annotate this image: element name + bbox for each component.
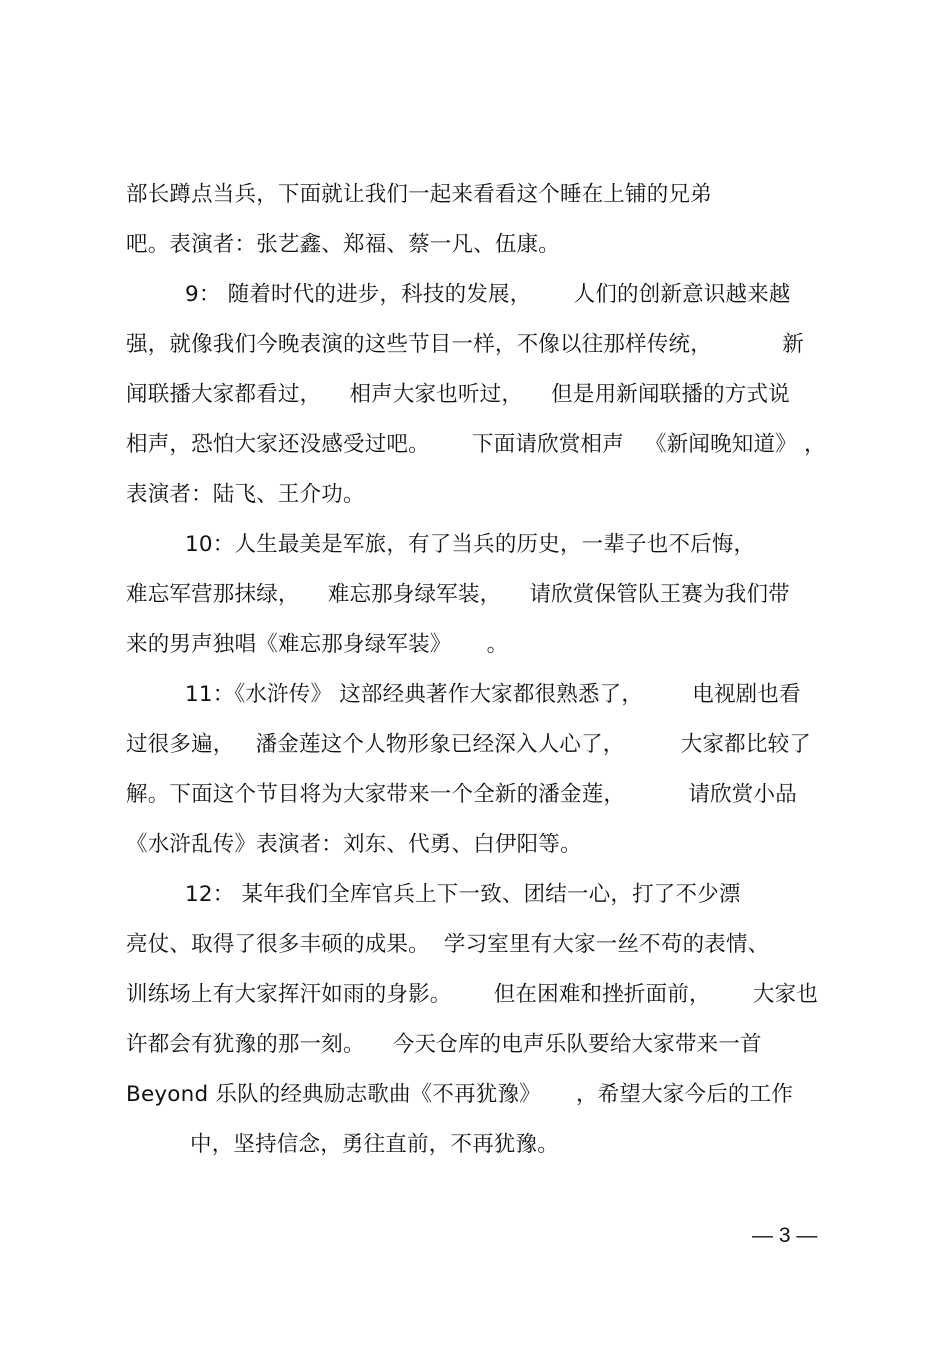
text-line: 部长蹲点当兵，下面就让我们一起来看看这个睡在上铺的兄弟 [126,182,712,207]
text-line: 亮仗、取得了很多丰硕的成果。 学习室里有大家一丝不苟的表情、 [126,932,770,957]
text-line: 中，坚持信念，勇往直前，不再犹豫。 [190,1132,559,1157]
text-line: 解。下面这个节目将为大家带来一个全新的潘金莲， 请欣赏小品 [126,782,797,807]
page-number: — 3 — [752,1224,818,1247]
text-line: 闻联播大家都看过， 相声大家也听过， 但是用新闻联播的方式说 [126,382,790,407]
text-line: 难忘军营那抹绿， 难忘那身绿军装， 请欣赏保管队王赛为我们带 [126,582,790,607]
text-line: 许都会有犹豫的那一刻。 今天仓库的电声乐队要给大家带来一首 [126,1032,762,1057]
text-line: 吧。表演者：张艺鑫、郑福、蔡一凡、伍康。 [126,232,561,257]
text-line: 表演者：陆飞、王介功。 [126,482,365,507]
text-line: 训练场上有大家挥汗如雨的身影。 但在困难和挫折面前， 大家也 [126,982,819,1007]
text-line: 来的男声独唱《难忘那身绿军装》 。 [126,632,509,657]
text-line: 过很多遍， 潘金莲这个人物形象已经深入人心了， 大家都比较了 [126,732,811,757]
text-line: 10：人生最美是军旅，有了当兵的历史，一辈子也不后悔， [185,532,756,557]
text-line: Beyond 乐队的经典励志歌曲《不再犹豫》 ，希望大家今后的工作 [126,1082,794,1107]
text-line: 12： 某年我们全库官兵上下一致、团结一心，打了不少漂 [185,882,741,907]
text-line: 《水浒乱传》表演者：刘东、代勇、白伊阳等。 [126,832,582,857]
text-line: 11：《水浒传》 这部经典著作大家都很熟悉了， 电视剧也看 [185,682,801,707]
text-line: 强，就像我们今晚表演的这些节目一样，不像以往那样传统， 新 [126,332,804,357]
text-line: 相声，恐怕大家还没感受过吧。 下面请欣赏相声 《新闻晚知道》 ， [126,432,826,457]
text-line: 9： 随着时代的进步，科技的发展， 人们的创新意识越来越 [185,282,791,307]
